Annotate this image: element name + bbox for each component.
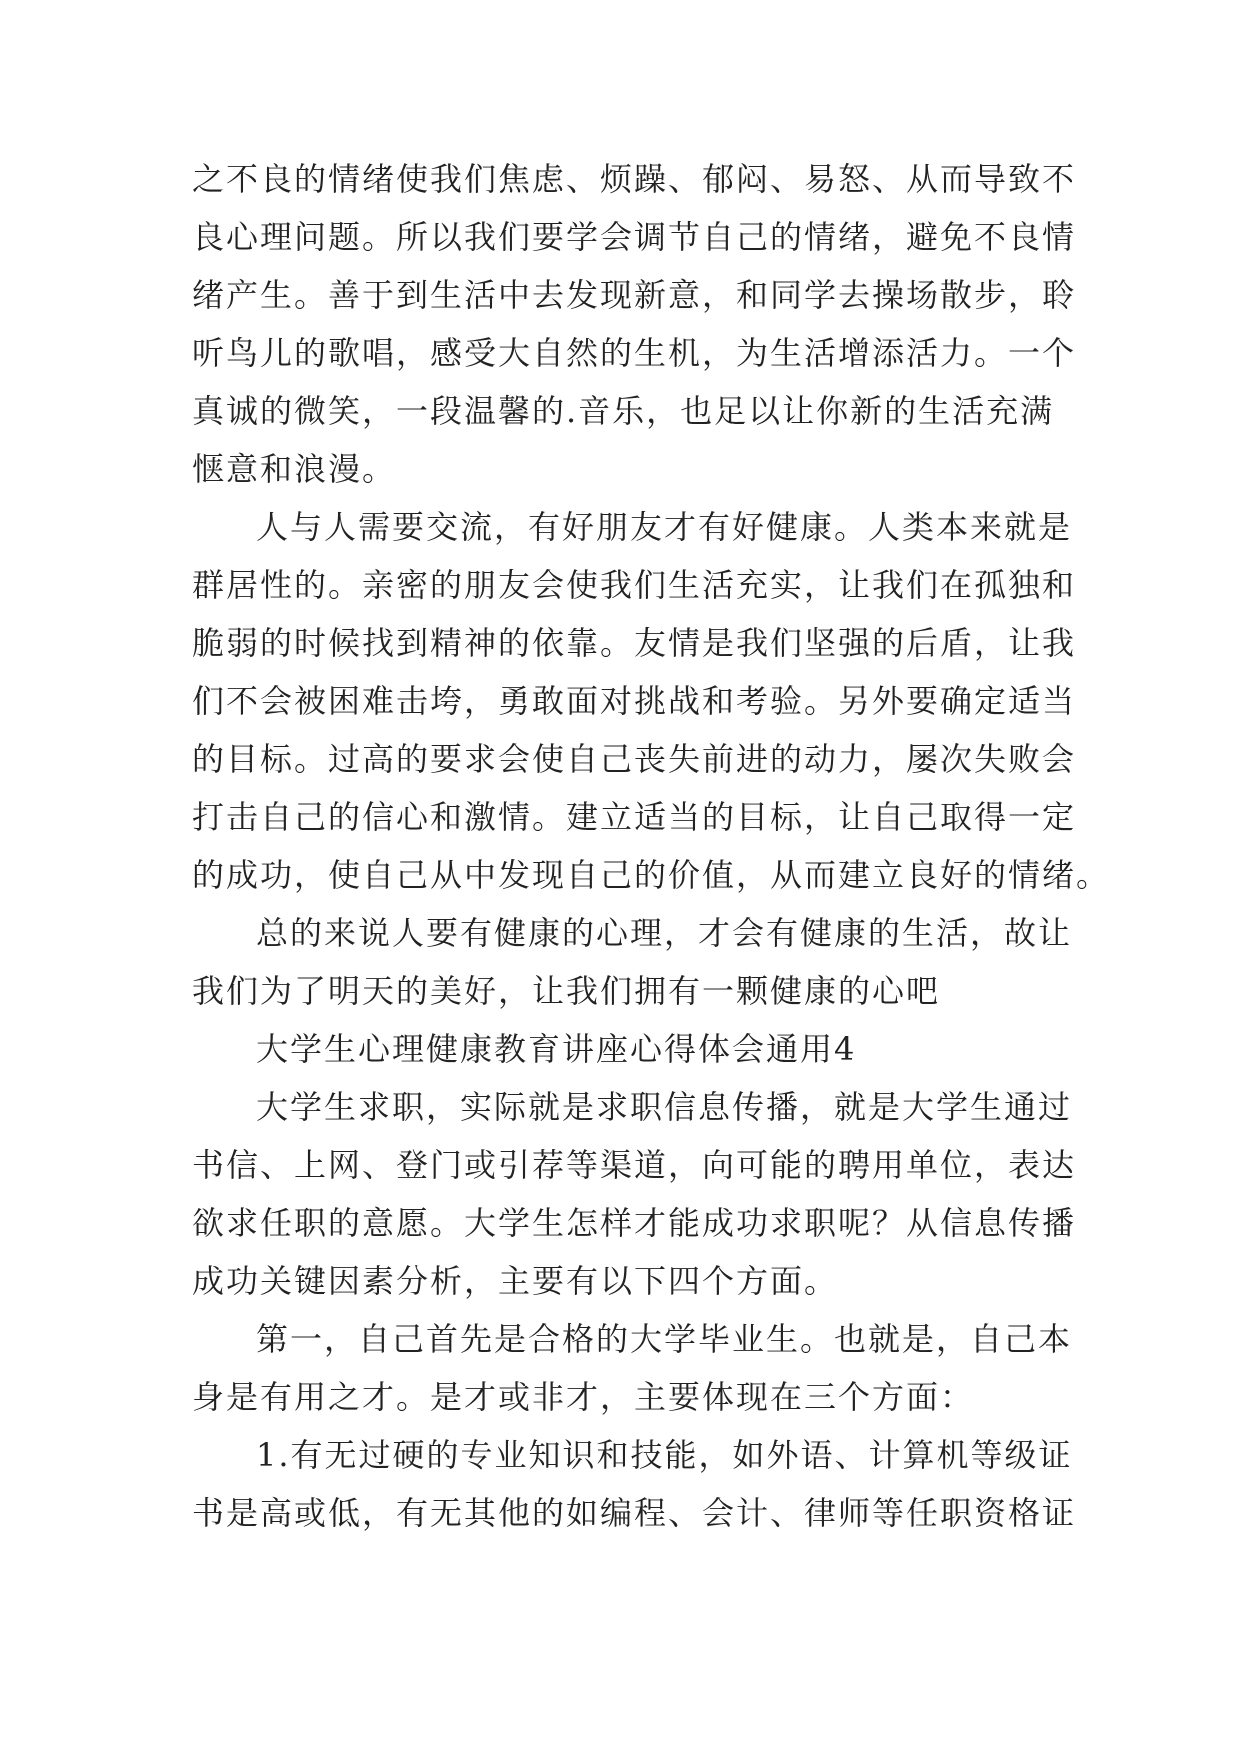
paragraph-first-line: 人与人需要交流，有好朋友才有好健康。人类本来就是 — [256, 508, 1073, 546]
section-heading: 大学生心理健康教育讲座心得体会通用4 — [256, 1030, 857, 1068]
paragraph-first-line: 总的来说人要有健康的心理，才会有健康的生活，故让 — [256, 914, 1073, 952]
text-line: 真诚的微笑，一段温馨的.音乐，也足以让你新的生活充满 — [192, 392, 1055, 430]
text-line: 身是有用之才。是才或非才，主要体现在三个方面： — [192, 1378, 975, 1416]
text-line: 绪产生。善于到生活中去发现新意，和同学去操场散步，聆 — [192, 276, 1077, 314]
paragraph-first-line: 大学生求职，实际就是求职信息传播，就是大学生通过 — [256, 1088, 1073, 1126]
text-line: 脆弱的时候找到精神的依靠。友情是我们坚强的后盾，让我 — [192, 624, 1077, 662]
text-line: 欲求任职的意愿。大学生怎样才能成功求职呢？从信息传播 — [192, 1204, 1077, 1242]
text-line: 听鸟儿的歌唱，感受大自然的生机，为生活增添活力。一个 — [192, 334, 1077, 372]
text-line: 群居性的。亲密的朋友会使我们生活充实，让我们在孤独和 — [192, 566, 1077, 604]
list-item-line: 1.有无过硬的专业知识和技能，如外语、计算机等级证 — [256, 1436, 1073, 1474]
body-text — [192, 150, 1111, 1542]
text-line: 成功关键因素分析，主要有以下四个方面。 — [192, 1262, 839, 1300]
text-line: 的成功，使自己从中发现自己的价值，从而建立良好的情绪。 — [192, 856, 1111, 894]
text-line: 书是高或低，有无其他的如编程、会计、律师等任职资格证 — [192, 1494, 1077, 1532]
text-line: 们不会被困难击垮，勇敢面对挑战和考验。另外要确定适当 — [192, 682, 1077, 720]
text-line: 打击自己的信心和激情。建立适当的目标，让自己取得一定 — [192, 798, 1077, 836]
paragraph-first-line: 第一，自己首先是合格的大学毕业生。也就是，自己本 — [256, 1320, 1073, 1358]
text-line: 惬意和浪漫。 — [192, 450, 397, 488]
text-line: 之不良的情绪使我们焦虑、烦躁、郁闷、易怒、从而导致不 — [192, 160, 1077, 198]
text-line: 良心理问题。所以我们要学会调节自己的情绪，避免不良情 — [192, 218, 1077, 256]
text-line: 书信、上网、登门或引荐等渠道，向可能的聘用单位，表达 — [192, 1146, 1077, 1184]
text-line: 我们为了明天的美好，让我们拥有一颗健康的心吧 — [192, 972, 941, 1010]
text-line: 的目标。过高的要求会使自己丧失前进的动力，屡次失败会 — [192, 740, 1077, 778]
